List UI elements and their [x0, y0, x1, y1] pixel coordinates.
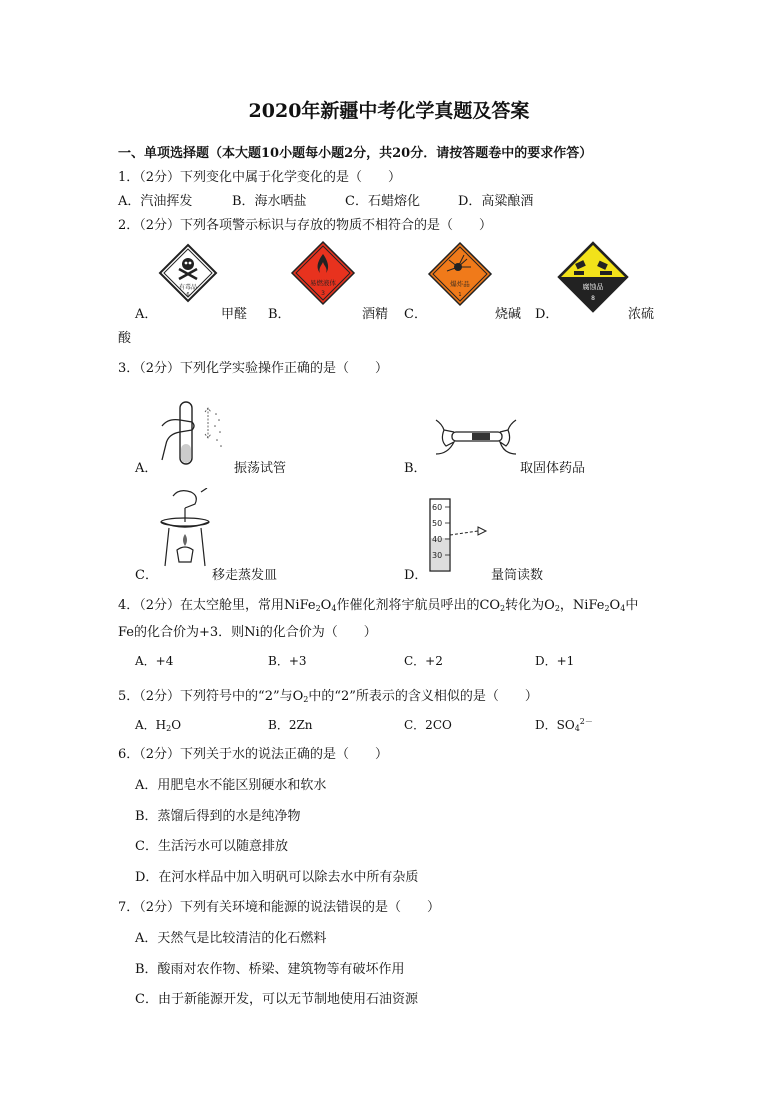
sign-number: 8 — [591, 295, 595, 302]
q6-option-a: A．用肥皂水不能区别硬水和软水 — [135, 778, 327, 793]
move-evaporating-dish-figure — [155, 488, 215, 568]
q6-stem: 6．（2分）下列关于水的说法正确的是（ ） — [118, 747, 389, 762]
q5-stem — [118, 685, 538, 704]
q1-option-c: C．石蜡熔化 — [345, 194, 420, 209]
q3-option-c-letter: C． — [135, 568, 158, 583]
page-title: 2020年新疆中考化学真题及答案 — [248, 100, 530, 122]
q6-option-c: C．生活污水可以随意排放 — [135, 839, 288, 854]
q6-option-d: D．在河水样品中加入明矾可以除去水中所有杂质 — [135, 870, 419, 885]
q3-option-b-text: 取固体药品 — [520, 461, 586, 476]
q2-option-c-letter: C． — [404, 307, 427, 322]
q2-option-c-text: 烧碱 — [495, 307, 522, 322]
q2-option-d-wrap: 酸 — [118, 331, 132, 346]
q4-text: O — [320, 598, 332, 613]
q3-option-d-text: 量筒读数 — [491, 568, 544, 583]
graduated-cylinder-figure — [420, 495, 500, 573]
toxic-sign-icon — [158, 243, 218, 303]
q4-stem-line2: Fe的化合价为+3．则Ni的化合价为（ ） — [118, 625, 377, 640]
q5-text: A．H — [135, 718, 167, 732]
cylinder-tick-label: 50 — [432, 519, 443, 528]
q7-option-b: B．酸雨对农作物、桥梁、建筑物等有破坏作用 — [135, 962, 405, 977]
q5-text: 5．（2分）下列符号中的“2”与O — [118, 689, 304, 704]
sign-label: 爆炸品 — [450, 280, 470, 288]
q4-text: 4．（2分）在太空舱里，常用NiFe — [118, 598, 316, 613]
q2-option-b-text: 酒精 — [362, 307, 389, 322]
q7-stem: 7．（2分）下列有关环境和能源的说法错误的是（ ） — [118, 900, 441, 915]
q5-option-a — [135, 716, 181, 733]
q3-option-a-letter: A． — [135, 461, 158, 476]
q4-subscript: 4 — [331, 604, 337, 613]
q4-subscript: 2 — [554, 604, 560, 613]
q4-subscript: 4 — [620, 604, 626, 613]
q4-stem-line1 — [118, 594, 638, 613]
q2-option-a-letter: A． — [135, 307, 158, 322]
take-solid-reagent-figure — [432, 418, 520, 458]
q5-text: O — [171, 718, 182, 732]
q4-text: 中 — [625, 598, 639, 613]
sign-number: 3 — [321, 290, 325, 297]
q4-option-a: A．+4 — [135, 654, 174, 668]
q5-option-b: B．2Zn — [268, 718, 313, 732]
q4-option-c: C．+2 — [404, 654, 443, 668]
q4-text: ，NiFe — [559, 598, 605, 613]
q2-option-b-letter: B． — [268, 307, 291, 322]
q2-option-d-letter: D． — [535, 307, 559, 322]
q5-superscript: 2－ — [579, 717, 593, 726]
q5-option-d — [535, 716, 593, 733]
q3-option-b-letter: B． — [404, 461, 427, 476]
q3-stem: 3．（2分）下列化学实验操作正确的是（ ） — [118, 361, 389, 376]
q1-option-d: D．高粱酿酒 — [458, 194, 534, 209]
q4-text: 作催化剂将宇航员呼出的CO — [336, 598, 501, 613]
sign-label: 易燃液体 — [310, 279, 336, 287]
section-heading: 一、单项选择题（本大题10小题每小题2分，共20分．请按答题卷中的要求作答） — [118, 146, 593, 161]
cylinder-tick-label: 40 — [432, 535, 443, 544]
q7-option-c: C．由于新能源开发，可以无节制地使用石油资源 — [135, 992, 418, 1007]
flammable-liquid-sign-icon — [290, 240, 356, 306]
q4-subscript: 2 — [604, 604, 610, 613]
cylinder-tick-label: 60 — [432, 503, 443, 512]
corrosive-sign-icon — [556, 240, 630, 314]
q2-stem: 2．（2分）下列各项警示标识与存放的物质不相符合的是（ ） — [118, 218, 493, 233]
sign-number: 6 — [186, 292, 190, 298]
cylinder-tick-label: 30 — [432, 551, 443, 560]
q5-subscript: 2 — [166, 724, 172, 733]
q5-option-c: C．2CO — [404, 718, 452, 732]
sign-label: 腐蚀品 — [582, 283, 604, 291]
q4-text: 转化为O — [505, 598, 555, 613]
q3-option-a-text: 振荡试管 — [234, 461, 287, 476]
q5-subscript: 2 — [303, 695, 309, 704]
q5-text: D．SO — [535, 718, 575, 732]
q1-stem: 1．（2分）下列变化中属于化学变化的是（ ） — [118, 170, 402, 185]
q1-option-b: B．海水晒盐 — [232, 194, 307, 209]
q5-text: 中的“2”所表示的含义相似的是（ ） — [308, 689, 538, 704]
q5-subscript: 4 — [574, 724, 580, 733]
q4-text: O — [609, 598, 621, 613]
q4-option-b: B．+3 — [268, 654, 307, 668]
q4-subscript: 2 — [500, 604, 506, 613]
q3-option-c-text: 移走蒸发皿 — [212, 568, 278, 583]
q4-subscript: 2 — [315, 604, 321, 613]
q2-option-a-text: 甲醛 — [221, 307, 248, 322]
q1-option-a: A．汽油挥发 — [118, 194, 193, 209]
q6-option-b: B．蒸馏后得到的水是纯净物 — [135, 809, 301, 824]
q4-option-d: D．+1 — [535, 654, 575, 668]
sign-number: 1 — [458, 292, 462, 298]
q7-option-a: A．天然气是比较清洁的化石燃料 — [135, 931, 327, 946]
q2-option-d-text: 浓硫 — [628, 307, 655, 322]
shake-test-tube-figure — [158, 400, 238, 470]
sign-label: 有毒品 — [178, 284, 198, 291]
explosive-sign-icon — [427, 241, 493, 307]
q3-option-d-letter: D． — [404, 568, 428, 583]
